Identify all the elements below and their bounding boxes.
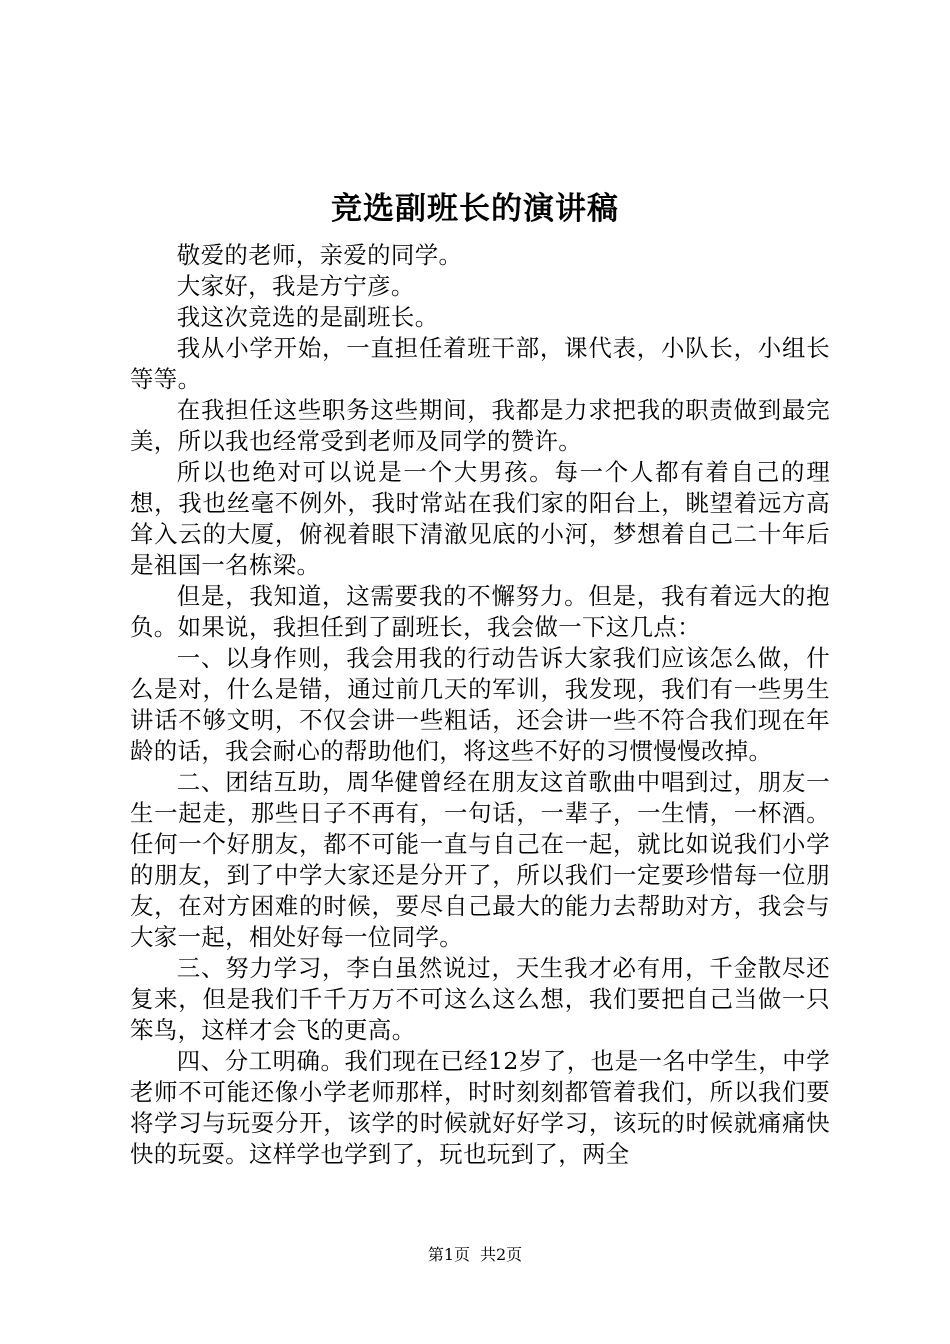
page-footer	[0, 1243, 950, 1267]
paragraph-experience: 我从小学开始，一直担任着班干部，课代表，小队长，小组长等等。	[130, 334, 830, 393]
paragraph-duties: 在我担任这些职务这些期间，我都是力求把我的职责做到最完美，所以我也经常受到老师及同学的赞许。	[130, 396, 830, 455]
paragraph-point-three: 三、努力学习，李白虽然说过，天生我才必有用，千金散尽还复来，但是我们千千万万不可这么这么想，我们要把自己当做一只笨鸟，这样才会飞的更高。	[130, 954, 830, 1044]
paragraph-point-one: 一、以身作则，我会用我的行动告诉大家我们应该怎么做，什么是对，什么是错，通过前几天的军训，我发现，我们有一些男生讲话不够文明，不仅会讲一些粗话，还会讲一些不符合我们现在年龄的话，我会耐心的帮助他们，将这些不好的习惯慢慢改掉。	[130, 644, 830, 765]
paragraph-ideals: 所以也绝对可以说是一个大男孩。每一个人都有着自己的理想，我也丝毫不例外，我时常站在我们家的阳台上，眺望着远方高耸入云的大厦，俯视着眼下清澈见底的小河，梦想着自己二十年后是祖国一名栋梁。	[130, 458, 830, 579]
paragraph-point-two: 二、团结互助，周华健曾经在朋友这首歌曲中唱到过，朋友一生一起走，那些日子不再有，一句话，一辈子，一生情，一杯酒。任何一个好朋友，都不可能一直与自己在一起，就比如说我们小学的朋友，到了中学大家还是分开了，所以我们一定要珍惜每一位朋友，在对方困难的时候，要尽自己最大的能力去帮助对方，我会与大家一起，相处好每一位同学。	[130, 768, 830, 951]
paragraph-point-four: 四、分工明确。我们现在已经12岁了，也是一名中学生，中学老师不可能还像小学老师那样，时时刻刻都管着我们，所以我们要将学习与玩耍分开，该学的时候就好好学习，该玩的时候就痛痛快快的玩耍。这样学也学到了，玩也玩到了，两全	[130, 1047, 830, 1168]
paragraph-greeting: 敬爱的老师，亲爱的同学。	[176, 241, 463, 269]
paragraph-position: 我这次竞选的是副班长。	[176, 303, 439, 331]
document-title: 竞选副班长的演讲稿	[331, 191, 619, 227]
document-body	[130, 240, 830, 1170]
paragraph-plan-intro: 但是，我知道，这需要我的不懈努力。但是，我有着远大的抱负。如果说，我担任到了副班长，我会做一下这几点：	[130, 582, 830, 641]
page-number-total: 共2页	[480, 1245, 523, 1264]
page-number-current: 第1页	[427, 1245, 470, 1264]
paragraph-introduction: 大家好，我是方宁彦。	[176, 272, 415, 300]
